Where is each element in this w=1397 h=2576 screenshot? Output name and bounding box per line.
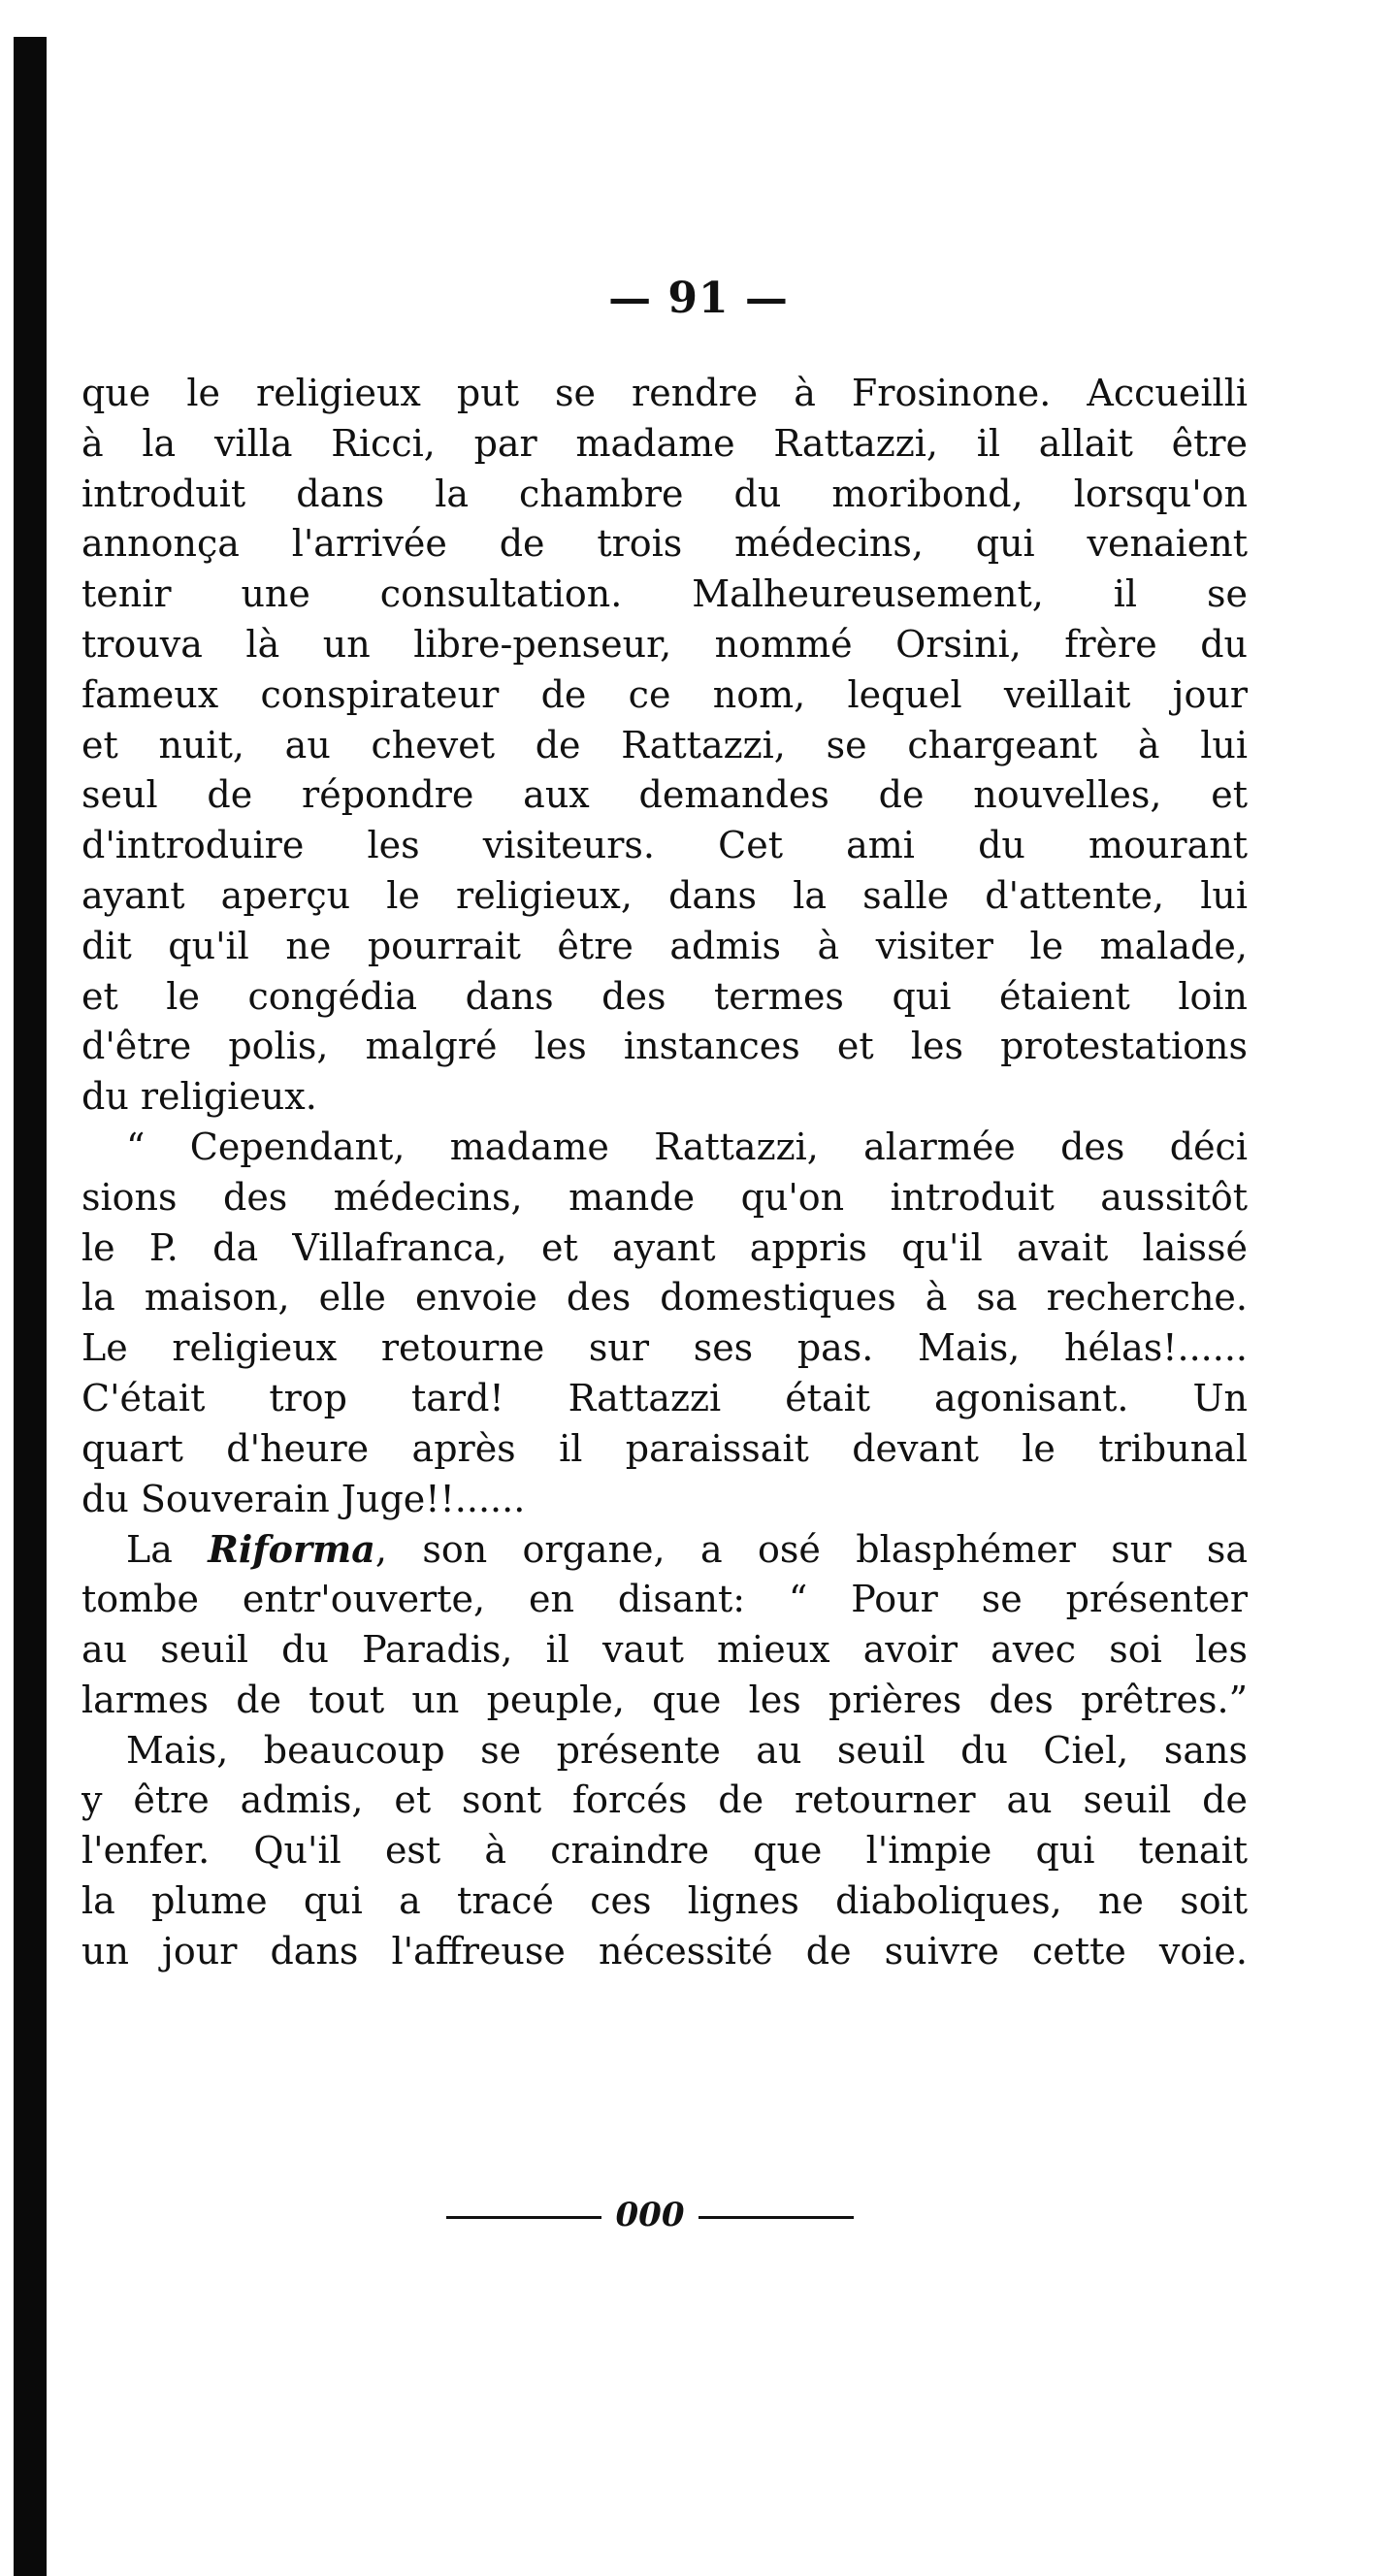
body-text (81, 369, 1248, 1977)
text-line: que le religieux put se rendre à Frosinone. Accueilli (81, 372, 1248, 414)
end-rule-right (698, 2216, 854, 2219)
text-line: d'être polis, malgré les instances et les protestations (81, 1025, 1248, 1068)
text-line: la plume qui a tracé ces lignes diaboliques, ne soit (81, 1878, 1248, 1922)
book-spine-shadow (14, 37, 47, 2576)
text-line: à la villa Ricci, par madame Rattazzi, il allait être (81, 421, 1248, 465)
text-line: tombe entr'ouverte, en disant: “ Pour se présenter (81, 1578, 1248, 1621)
text-line: Le religieux retourne sur ses pas. Mais, hélas!...... (81, 1326, 1248, 1370)
text-line: introduit dans la chambre du moribond, lorsqu'on (81, 472, 1248, 515)
text-line: ayant aperçu le religieux, dans la salle d'attente, lui (81, 873, 1248, 917)
text-line: dit qu'il ne pourrait être admis à visiter le malade, (81, 924, 1248, 967)
text-line: quart d'heure après il paraissait devant le tribunal (81, 1426, 1248, 1470)
text-line: l'enfer. Qu'il est à craindre que l'impie qui tenait (81, 1829, 1248, 1873)
end-ornament (446, 2191, 854, 2239)
text-line: fameux conspirateur de ce nom, lequel veillait jour (81, 672, 1248, 716)
text-line: C'était trop tard! Rattazzi était agonisant. Un (81, 1376, 1248, 1419)
text-line: le P. da Villafranca, et ayant appris qu'il avait laissé (81, 1225, 1248, 1269)
page-number: — 91 — (608, 274, 789, 323)
end-mark-text: 000 (615, 2196, 685, 2234)
text-line: au seuil du Paradis, il vaut mieux avoir avec soi les (81, 1627, 1248, 1671)
text-line: La Riforma, son organe, a osé blasphémer sur sa (126, 1527, 1248, 1572)
text-line: un jour dans l'affreuse nécessité de suivre cette voie. (81, 1929, 1248, 1973)
text-line: et nuit, au chevet de Rattazzi, se chargeant à lui (81, 723, 1248, 766)
text-line: Mais, beaucoup se présente au seuil du Ciel, sans (126, 1728, 1248, 1772)
text-line: “ Cependant, madame Rattazzi, alarmée des déci (126, 1125, 1248, 1168)
text-line: et le congédia dans des termes qui étaient loin (81, 974, 1248, 1018)
text-line: sions des médecins, mande qu'on introduit aussitôt (81, 1175, 1248, 1219)
text-line: annonça l'arrivée de trois médecins, qui venaient (81, 522, 1248, 566)
text-line: y être admis, et sont forcés de retourner au seuil de (81, 1778, 1248, 1822)
text-line: la maison, elle envoie des domestiques à sa recherche. (81, 1276, 1248, 1320)
text-line: seul de répondre aux demandes de nouvelles, et (81, 773, 1248, 817)
text-line: tenir une consultation. Malheureusement, il se (81, 572, 1248, 616)
text-line: du religieux. (81, 1075, 317, 1119)
text-line: larmes de tout un peuple, que les prières des prêtres.” (81, 1678, 1248, 1721)
text-line: d'introduire les visiteurs. Cet ami du mourant (81, 824, 1248, 867)
text-line: trouva là un libre-penseur, nommé Orsini, frère du (81, 622, 1248, 666)
text-line: du Souverain Juge!!...... (81, 1477, 526, 1520)
